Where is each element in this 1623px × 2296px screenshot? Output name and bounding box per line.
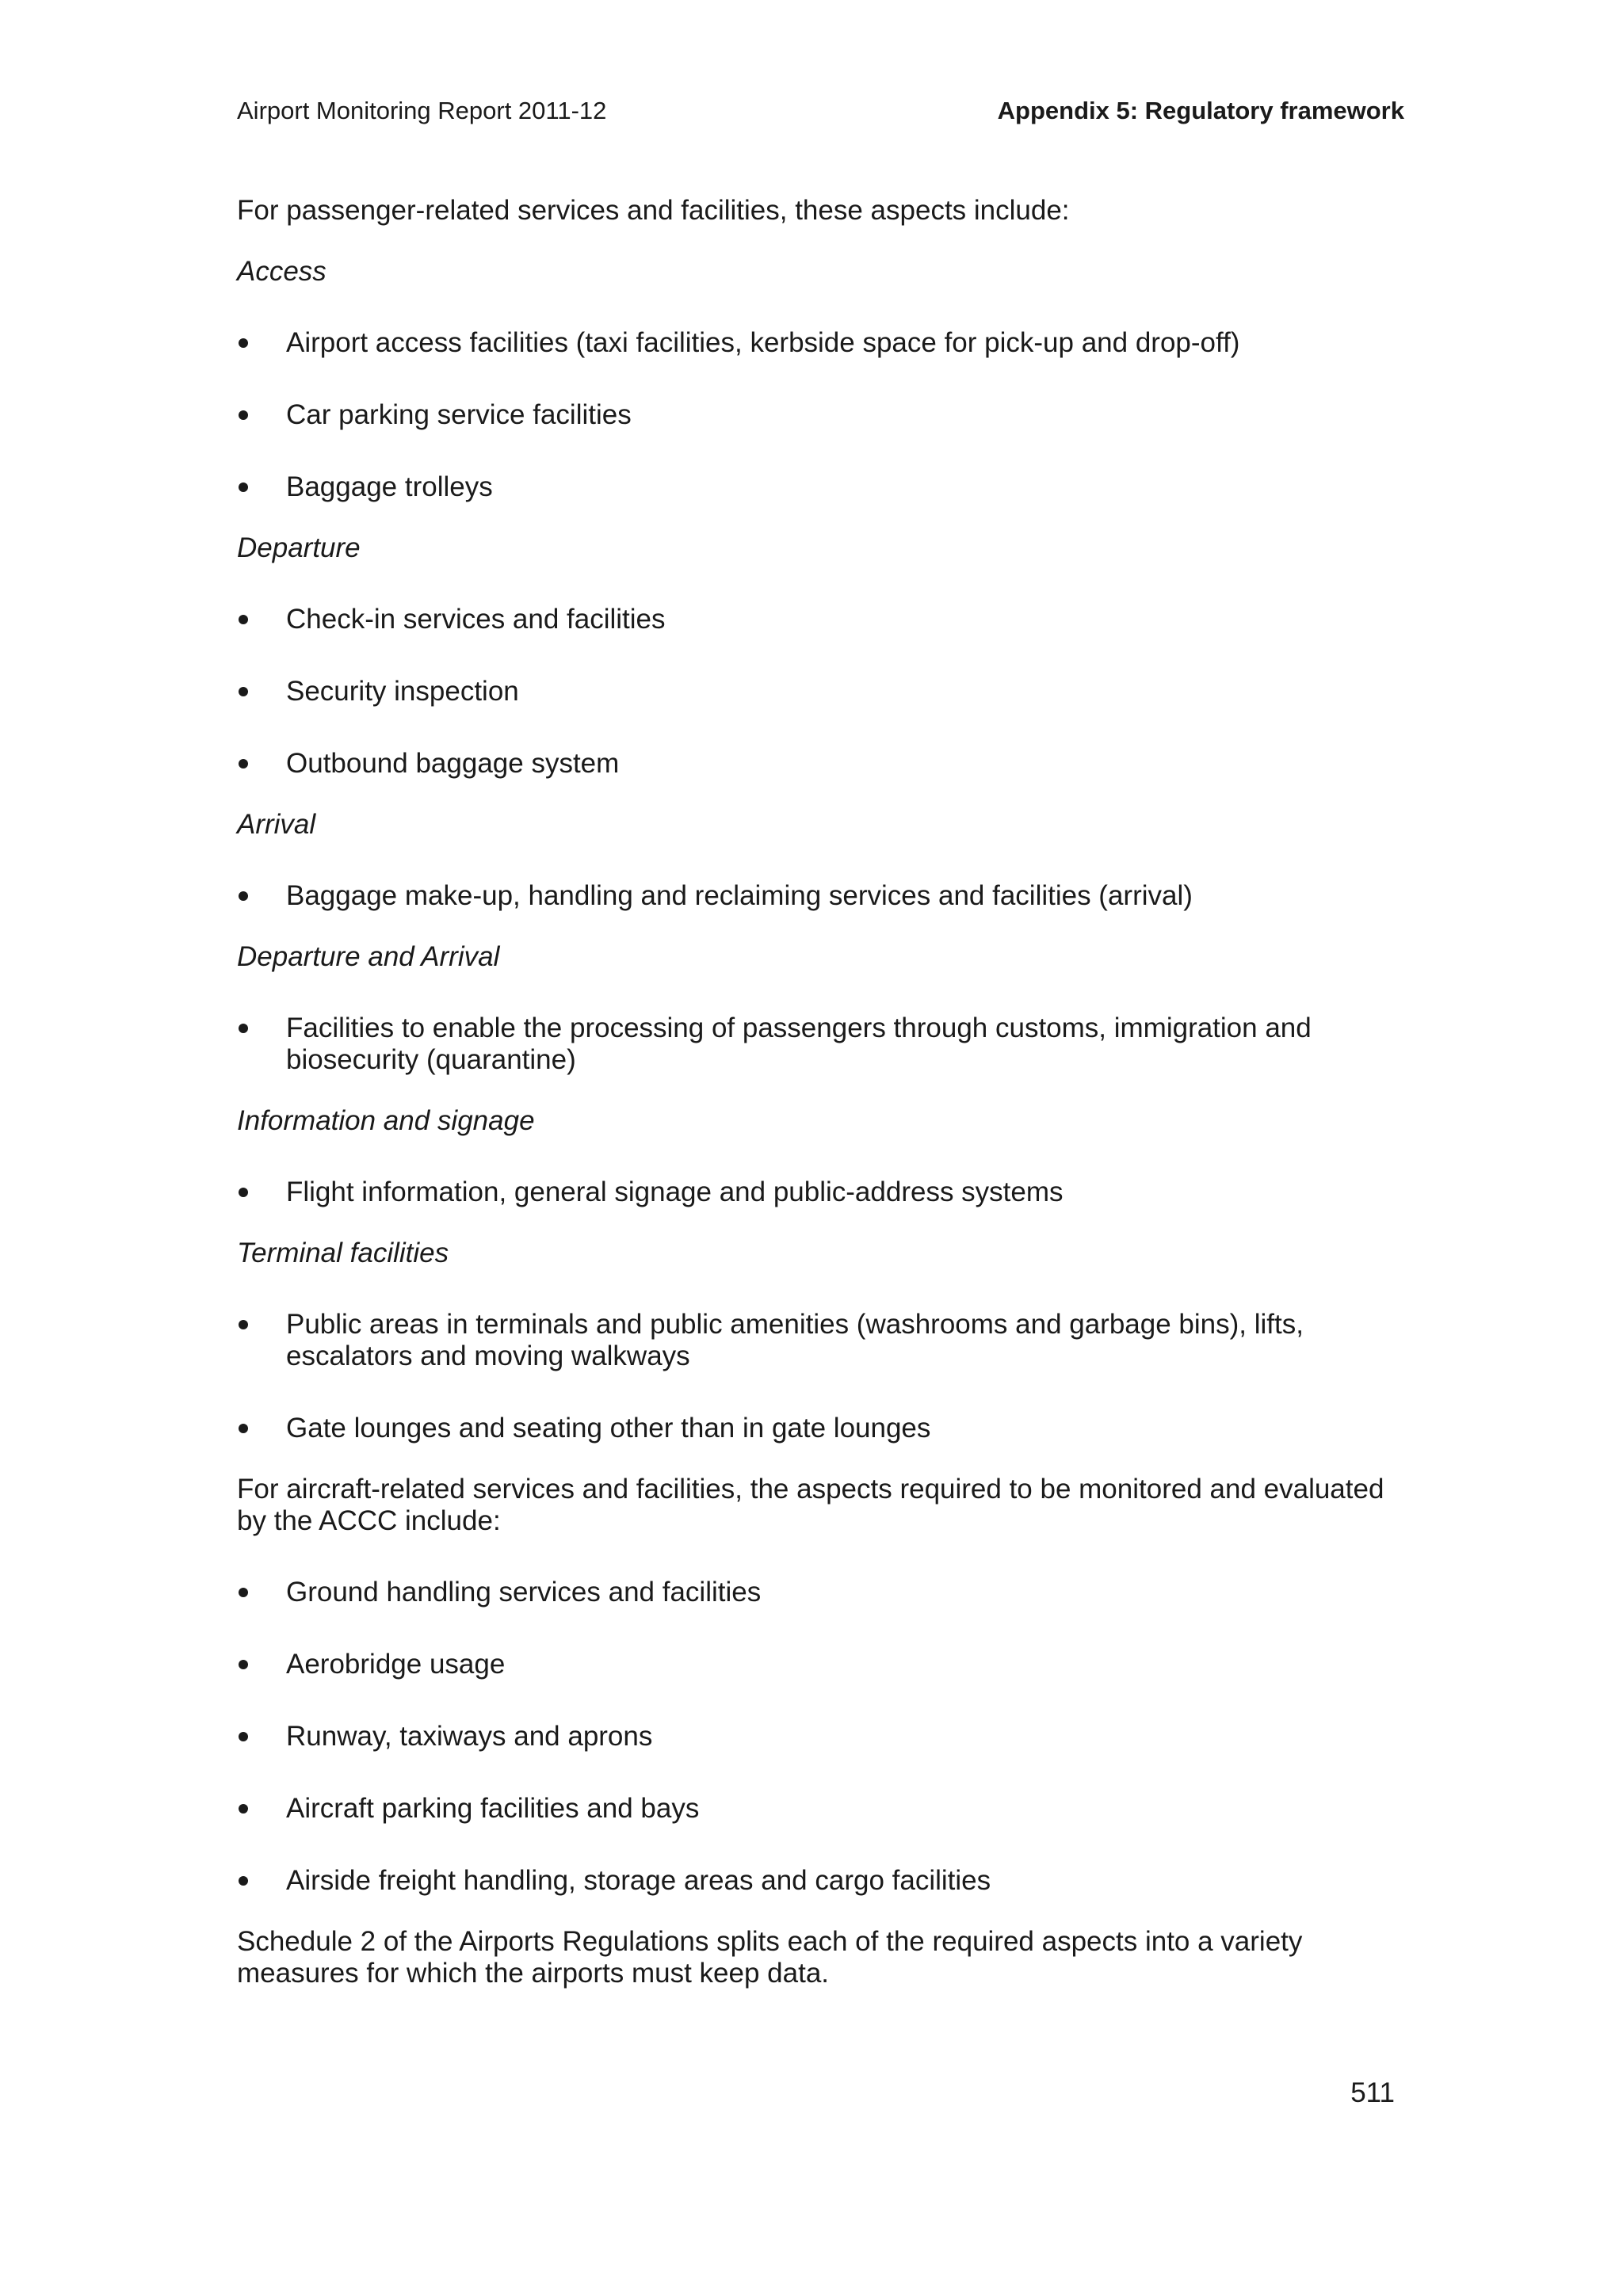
list-item: Airside freight handling, storage areas and cargo facilities xyxy=(237,1865,1386,1897)
list-item: Public areas in terminals and public amenities (washrooms and garbage bins), lifts, escalators and moving walkways xyxy=(237,1309,1386,1372)
section-heading: Information and signage xyxy=(237,1105,535,1136)
section-information-and-signage xyxy=(237,1105,1386,1208)
closing-paragraph: Schedule 2 of the Airports Regulations splits each of the required aspects into a variety measures for which the airports must keep data. xyxy=(237,1926,1303,1989)
bullet-list xyxy=(237,604,1386,780)
bullet-list xyxy=(237,1013,1386,1076)
section-heading: Departure and Arrival xyxy=(237,941,500,972)
page-number: 511 xyxy=(1350,2077,1395,2108)
bullet-icon xyxy=(239,615,248,624)
bullet-icon xyxy=(239,1320,248,1329)
intro-paragraph: For passenger-related services and facilities, these aspects include: xyxy=(237,195,1070,226)
bullet-icon xyxy=(239,1188,248,1197)
bullet-list xyxy=(237,880,1386,912)
bullet-icon xyxy=(239,759,248,769)
section-departure xyxy=(237,532,1386,780)
bullet-list xyxy=(237,1309,1386,1444)
bullet-icon xyxy=(239,1660,248,1669)
bullet-icon xyxy=(239,1804,248,1814)
section-heading: Departure xyxy=(237,532,361,563)
section-arrival xyxy=(237,809,1386,912)
list-item: Flight information, general signage and public-address systems xyxy=(237,1177,1386,1208)
section-access xyxy=(237,256,1386,503)
list-item: Baggage trolleys xyxy=(237,471,1386,503)
list-item: Outbound baggage system xyxy=(237,748,1386,780)
page-body xyxy=(237,195,1386,2019)
list-item: Check-in services and facilities xyxy=(237,604,1386,635)
bullet-icon xyxy=(239,338,248,348)
section-heading: Terminal facilities xyxy=(237,1238,449,1268)
bullet-icon xyxy=(239,410,248,420)
list-item: Runway, taxiways and aprons xyxy=(237,1721,1386,1753)
bullet-icon xyxy=(239,1024,248,1033)
running-header-title: Airport Monitoring Report 2011-12 xyxy=(237,97,607,124)
list-item: Gate lounges and seating other than in gate lounges xyxy=(237,1413,1386,1444)
list-item: Ground handling services and facilities xyxy=(237,1577,1386,1608)
list-item: Aerobridge usage xyxy=(237,1649,1386,1680)
bullet-icon xyxy=(239,891,248,901)
list-item: Airport access facilities (taxi facilities, kerbside space for pick-up and drop-off) xyxy=(237,327,1386,359)
bullet-icon xyxy=(239,482,248,492)
running-header-section: Appendix 5: Regulatory framework xyxy=(997,97,1404,124)
list-item: Aircraft parking facilities and bays xyxy=(237,1793,1386,1825)
bullet-icon xyxy=(239,687,248,696)
list-item: Car parking service facilities xyxy=(237,399,1386,431)
aircraft-bullet-list xyxy=(237,1577,1386,1897)
section-departure-and-arrival xyxy=(237,941,1386,1076)
aircraft-intro-paragraph: For aircraft-related services and facilities, the aspects required to be monitored and evaluated by the ACCC include: xyxy=(237,1474,1384,1536)
section-heading: Arrival xyxy=(237,809,316,840)
bullet-list xyxy=(237,327,1386,503)
bullet-list xyxy=(237,1177,1386,1208)
bullet-icon xyxy=(239,1876,248,1886)
list-item: Baggage make-up, handling and reclaiming services and facilities (arrival) xyxy=(237,880,1386,912)
section-terminal-facilities xyxy=(237,1238,1386,1444)
section-heading: Access xyxy=(237,256,327,287)
bullet-icon xyxy=(239,1424,248,1433)
list-item: Security inspection xyxy=(237,676,1386,707)
bullet-icon xyxy=(239,1588,248,1597)
list-item: Facilities to enable the processing of passengers through customs, immigration and biosecurity (quarantine) xyxy=(237,1013,1386,1076)
bullet-icon xyxy=(239,1732,248,1741)
